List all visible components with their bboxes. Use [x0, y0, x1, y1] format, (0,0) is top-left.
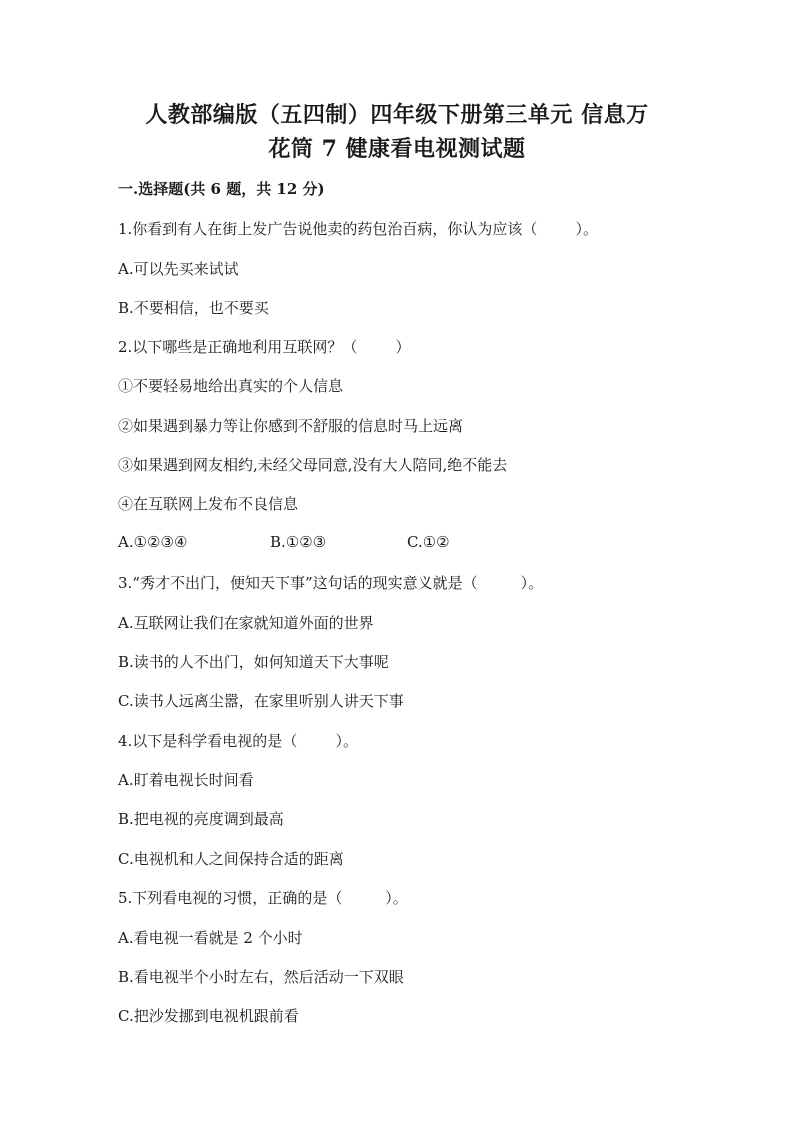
question-4-option-b: B.把电视的亮度调到最高	[118, 810, 284, 828]
section-heading: 一.选择题(共 6 题，共 12 分)	[118, 180, 325, 198]
question-3-stem: 3.“秀才不出门，便知天下事”这句话的现实意义就是（ ）。	[118, 574, 544, 592]
question-2-statement-3: ③如果遇到网友相约,未经父母同意,没有大人陪同,绝不能去	[118, 456, 508, 474]
question-1-option-b: B.不要相信，也不要买	[118, 299, 269, 317]
question-2-statement-4: ④在互联网上发布不良信息	[118, 495, 299, 513]
question-3-option-c: C.读书人远离尘嚣，在家里听别人讲天下事	[118, 692, 404, 710]
question-5-stem: 5.下列看电视的习惯，正确的是（ ）。	[118, 889, 408, 907]
doc-title-line-1: 人教部编版（五四制）四年级下册第三单元 信息万	[145, 102, 649, 128]
question-2-statement-1: ①不要轻易地给出真实的个人信息	[118, 377, 344, 395]
question-1-option-a: A.可以先买来试试	[118, 260, 239, 278]
question-2-option-c: C.①②	[407, 533, 450, 551]
question-2-option-b: B.①②③	[270, 533, 327, 551]
doc-title-line-2: 花筒 7 健康看电视测试题	[268, 136, 526, 162]
question-4-option-a: A.盯着电视长时间看	[118, 771, 254, 789]
question-2-stem: 2.以下哪些是正确地利用互联网？（ ）	[118, 338, 411, 356]
question-5-option-c: C.把沙发挪到电视机跟前看	[118, 1007, 299, 1025]
question-1-stem: 1.你看到有人在街上发广告说他卖的药包治百病，你认为应该（ ）。	[118, 220, 598, 238]
question-5-option-a: A.看电视一看就是 2 个小时	[118, 929, 303, 947]
question-2-option-a: A.①②③④	[118, 533, 188, 551]
question-4-option-c: C.电视机和人之间保持合适的距离	[118, 850, 344, 868]
question-2-statement-2: ②如果遇到暴力等让你感到不舒服的信息时马上远离	[118, 417, 464, 435]
question-5-option-b: B.看电视半个小时左右，然后活动一下双眼	[118, 968, 404, 986]
question-3-option-b: B.读书的人不出门，如何知道天下大事呢	[118, 653, 389, 671]
question-4-stem: 4.以下是科学看电视的是（ ）。	[118, 732, 358, 750]
question-3-option-a: A.互联网让我们在家就知道外面的世界	[118, 614, 374, 632]
